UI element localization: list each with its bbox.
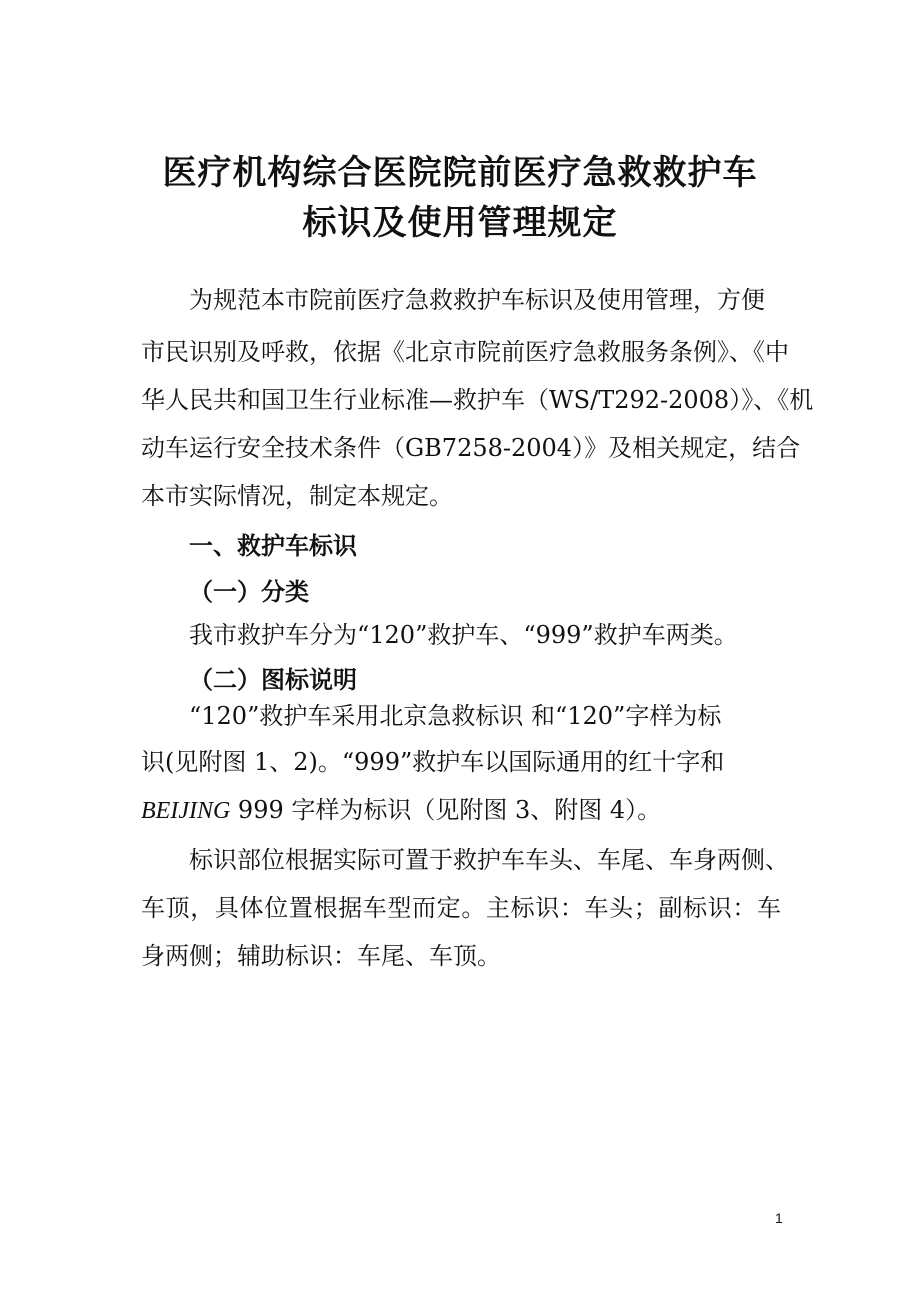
intro-paragraph-line-4-text: 动车运行安全技术条件（GB7258-2004）》及相关规定，结合 — [141, 434, 801, 462]
icon-paragraph-line-3 — [141, 795, 661, 826]
icon-paragraph-line-1: “120”救护车采用北京急救标识 和“120”字样为标 — [189, 702, 722, 730]
intro-paragraph-line-3 — [141, 385, 814, 415]
subsection-heading-icon-description: （二）图标说明 — [189, 666, 357, 694]
location-paragraph-line-3: 身两侧；辅助标识：车尾、车顶。 — [141, 942, 501, 970]
intro-paragraph-line-2 — [141, 337, 789, 367]
icon-paragraph-line-2: 识(见附图 1、2)。“999”救护车以国际通用的红十字和 — [141, 748, 725, 776]
intro-paragraph-line-2-text: 市民识别及呼救，依据《北京市院前医疗急救服务条例》、《中 — [141, 338, 789, 366]
intro-paragraph-line-5: 本市实际情况，制定本规定。 — [141, 482, 453, 510]
document-title-line-2: 标识及使用管理规定 — [302, 203, 618, 243]
classification-text: 我市救护车分为“120”救护车、“999”救护车两类。 — [189, 621, 738, 649]
icon-paragraph-line-3-rest: 999 字样为标识（见附图 3、附图 4）。 — [230, 796, 662, 824]
location-paragraph-line-1: 标识部位根据实际可置于救护车车头、车尾、车身两侧、 — [189, 846, 789, 874]
beijing-italic-text: BEIJING — [141, 798, 231, 824]
intro-paragraph-line-3-text: 华人民共和国卫生行业标准—救护车（WS/T292-2008）》、《机 — [141, 386, 814, 414]
intro-paragraph-line-4 — [141, 433, 801, 463]
subsection-heading-classification: （一）分类 — [189, 578, 309, 606]
location-paragraph-line-2 — [141, 893, 781, 923]
intro-paragraph-line-1: 为规范本市院前医疗急救救护车标识及使用管理，方便 — [189, 286, 765, 314]
location-paragraph-line-2-text: 车顶，具体位置根据车型而定。主标识：车头；副标识：车 — [141, 894, 781, 922]
document-title-line-1: 医疗机构综合医院院前医疗急救救护车 — [162, 153, 758, 193]
section-heading-1: 一、救护车标识 — [189, 532, 357, 560]
page-number: 1 — [775, 1210, 783, 1226]
